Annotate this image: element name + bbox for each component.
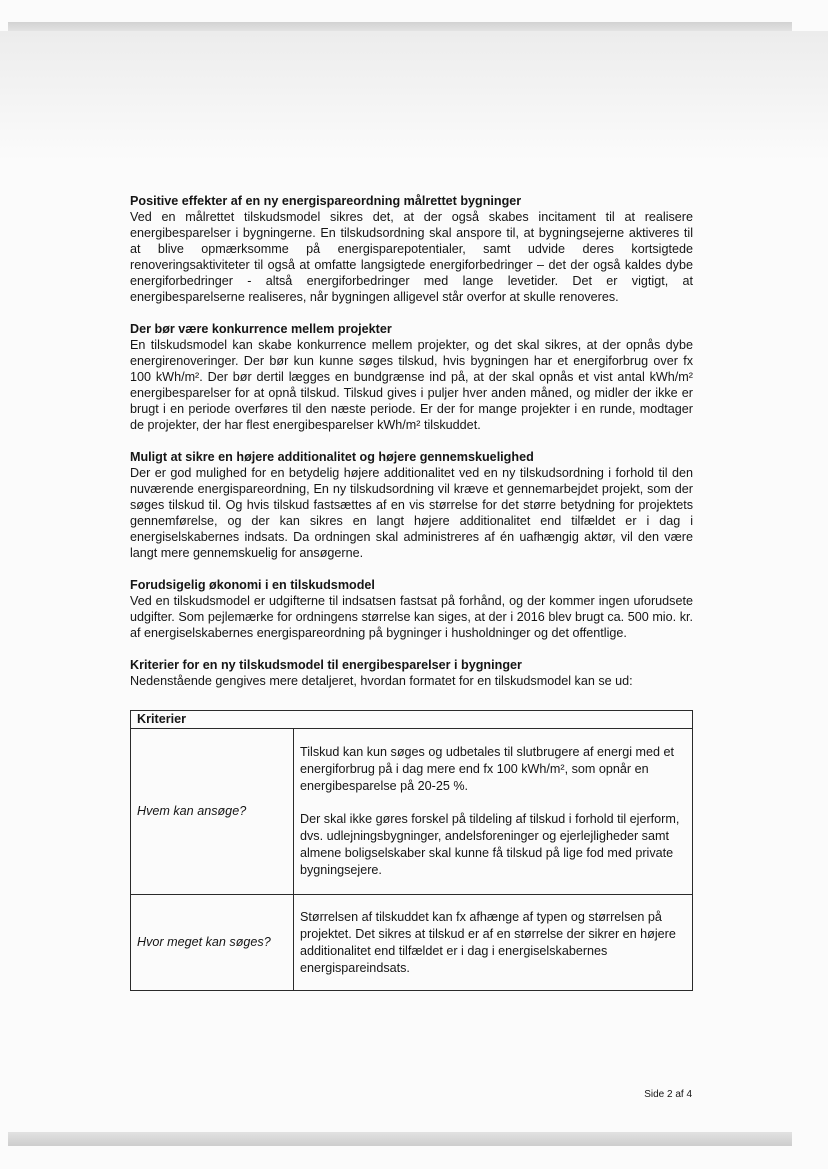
section-economy — [130, 577, 693, 641]
scan-edge-bottom — [8, 1132, 792, 1146]
criteria-description — [294, 895, 693, 991]
criteria-label: Hvor meget kan søges? — [131, 895, 294, 991]
section-heading: Kriterier for en ny tilskudsmodel til energibesparelser i bygninger — [130, 658, 522, 672]
section-paragraph: Der er god mulighed for en betydelig højere additionalitet ved en ny tilskudsordning i forhold til den nuværende energispareordning, En ny tilskudsordning vil kræve et gennemarbejdet projekt, som der søges tilskud til. Og hvis tilskud fastsættes af en vis størrelse for det større betydning for projektets gennemførelse, og der kan sikres en langt højere additionalitet end tilfældet er i dag i energiselskabernes indsats. Da ordningen skal administreres af én uafhængig aktør, vil den være langt mere gennemskuelig for ansøgerne. — [130, 466, 693, 560]
criteria-paragraph: Størrelsen af tilskuddet kan fx afhænge af typen og størrelsen på projektet. Det sikres at tilskud er af en størrelse der sikrer en højere additionalitet end tilfældet er i dag i energiselskabernes energispareindsats. — [300, 909, 676, 975]
section-heading: Der bør være konkurrence mellem projekter — [130, 322, 392, 336]
section-paragraph: Ved en tilskudsmodel er udgifterne til indsatsen fastsat på forhånd, og der kommer ingen uforudsete udgifter. Som pejlemærke for ordningens størrelse kan siges, at der i 2016 blev brugt ca. 500 mio. kr. af energiselskabernes energispareordning på bygninger i husholdninger og det offentlige. — [130, 594, 693, 640]
criteria-paragraph: Der skal ikke gøres forskel på tildeling af tilskud i forhold til ejerform, dvs. udlejningsbygninger, andelsforeninger og ejerlejligheder samt almene boligselskaber skal kunne få tilskud på lige fod med private bygningsejere. — [300, 812, 680, 877]
section-heading: Muligt at sikre en højere additionalitet og højere gennemskuelighed — [130, 450, 534, 464]
section-paragraph: Nedenstående gengives mere detaljeret, hvordan formatet for en tilskudsmodel kan se ud: — [130, 674, 633, 688]
section-positive-effects — [130, 193, 693, 305]
scan-shadow-top — [0, 31, 828, 161]
scan-edge-top — [8, 22, 792, 31]
criteria-label: Hvem kan ansøge? — [131, 729, 294, 895]
document-body — [130, 193, 693, 991]
table-row — [131, 729, 693, 895]
section-criteria — [130, 657, 693, 689]
table-header: Kriterier — [131, 711, 693, 729]
section-additionality — [130, 449, 693, 561]
section-heading: Positive effekter af en ny energispareordning målrettet bygninger — [130, 194, 522, 208]
section-competition — [130, 321, 693, 433]
section-paragraph: En tilskudsmodel kan skabe konkurrence mellem projekter, og det skal sikres, at der opnås dybe energirenoveringer. Der bør kun kunne søges tilskud, hvis bygningen har et energiforbrug over fx 100 kWh/m². Der bør dertil lægges en bundgrænse ind på, at der skal opnås et vist antal kWh/m² energibesparelser for at opnå tilskud. Tilskud gives i puljer hver anden måned, og midler der ikke er brugt i en periode overføres til den næste periode. Er der for mange projekter i en runde, modtager de projekter, der har flest energibesparelser kWh/m² tilskuddet. — [130, 338, 693, 432]
section-heading: Forudsigelig økonomi i en tilskudsmodel — [130, 578, 375, 592]
criteria-paragraph: Tilskud kan kun søges og udbetales til slutbrugere af energi med et energiforbrug på i dag mere end fx 100 kWh/m², som opnår en energibesparelse på 20-25 %. — [300, 745, 675, 793]
page-number: Side 2 af 4 — [644, 1089, 692, 1100]
criteria-table — [130, 710, 693, 991]
table-row — [131, 895, 693, 991]
table-header-row — [131, 711, 693, 729]
criteria-description — [294, 729, 693, 895]
section-paragraph: Ved en målrettet tilskudsmodel sikres det, at der også skabes incitament til at realisere energibesparelser i bygningerne. En tilskudsordning skal anspore til, at bygningsejerne aktiveres til at blive opmærksomme på energisparepotentialer, samt udvide deres kortsigtede renoveringsaktiviteter til også at omfatte langsigtede energiforbedringer – det der også kaldes dybe energiforbedringer - altså energiforbedringer med lange levetider. Det er vigtigt, at energibesparelserne realiseres, når bygningen alligevel står overfor at skulle renoveres. — [130, 210, 693, 304]
